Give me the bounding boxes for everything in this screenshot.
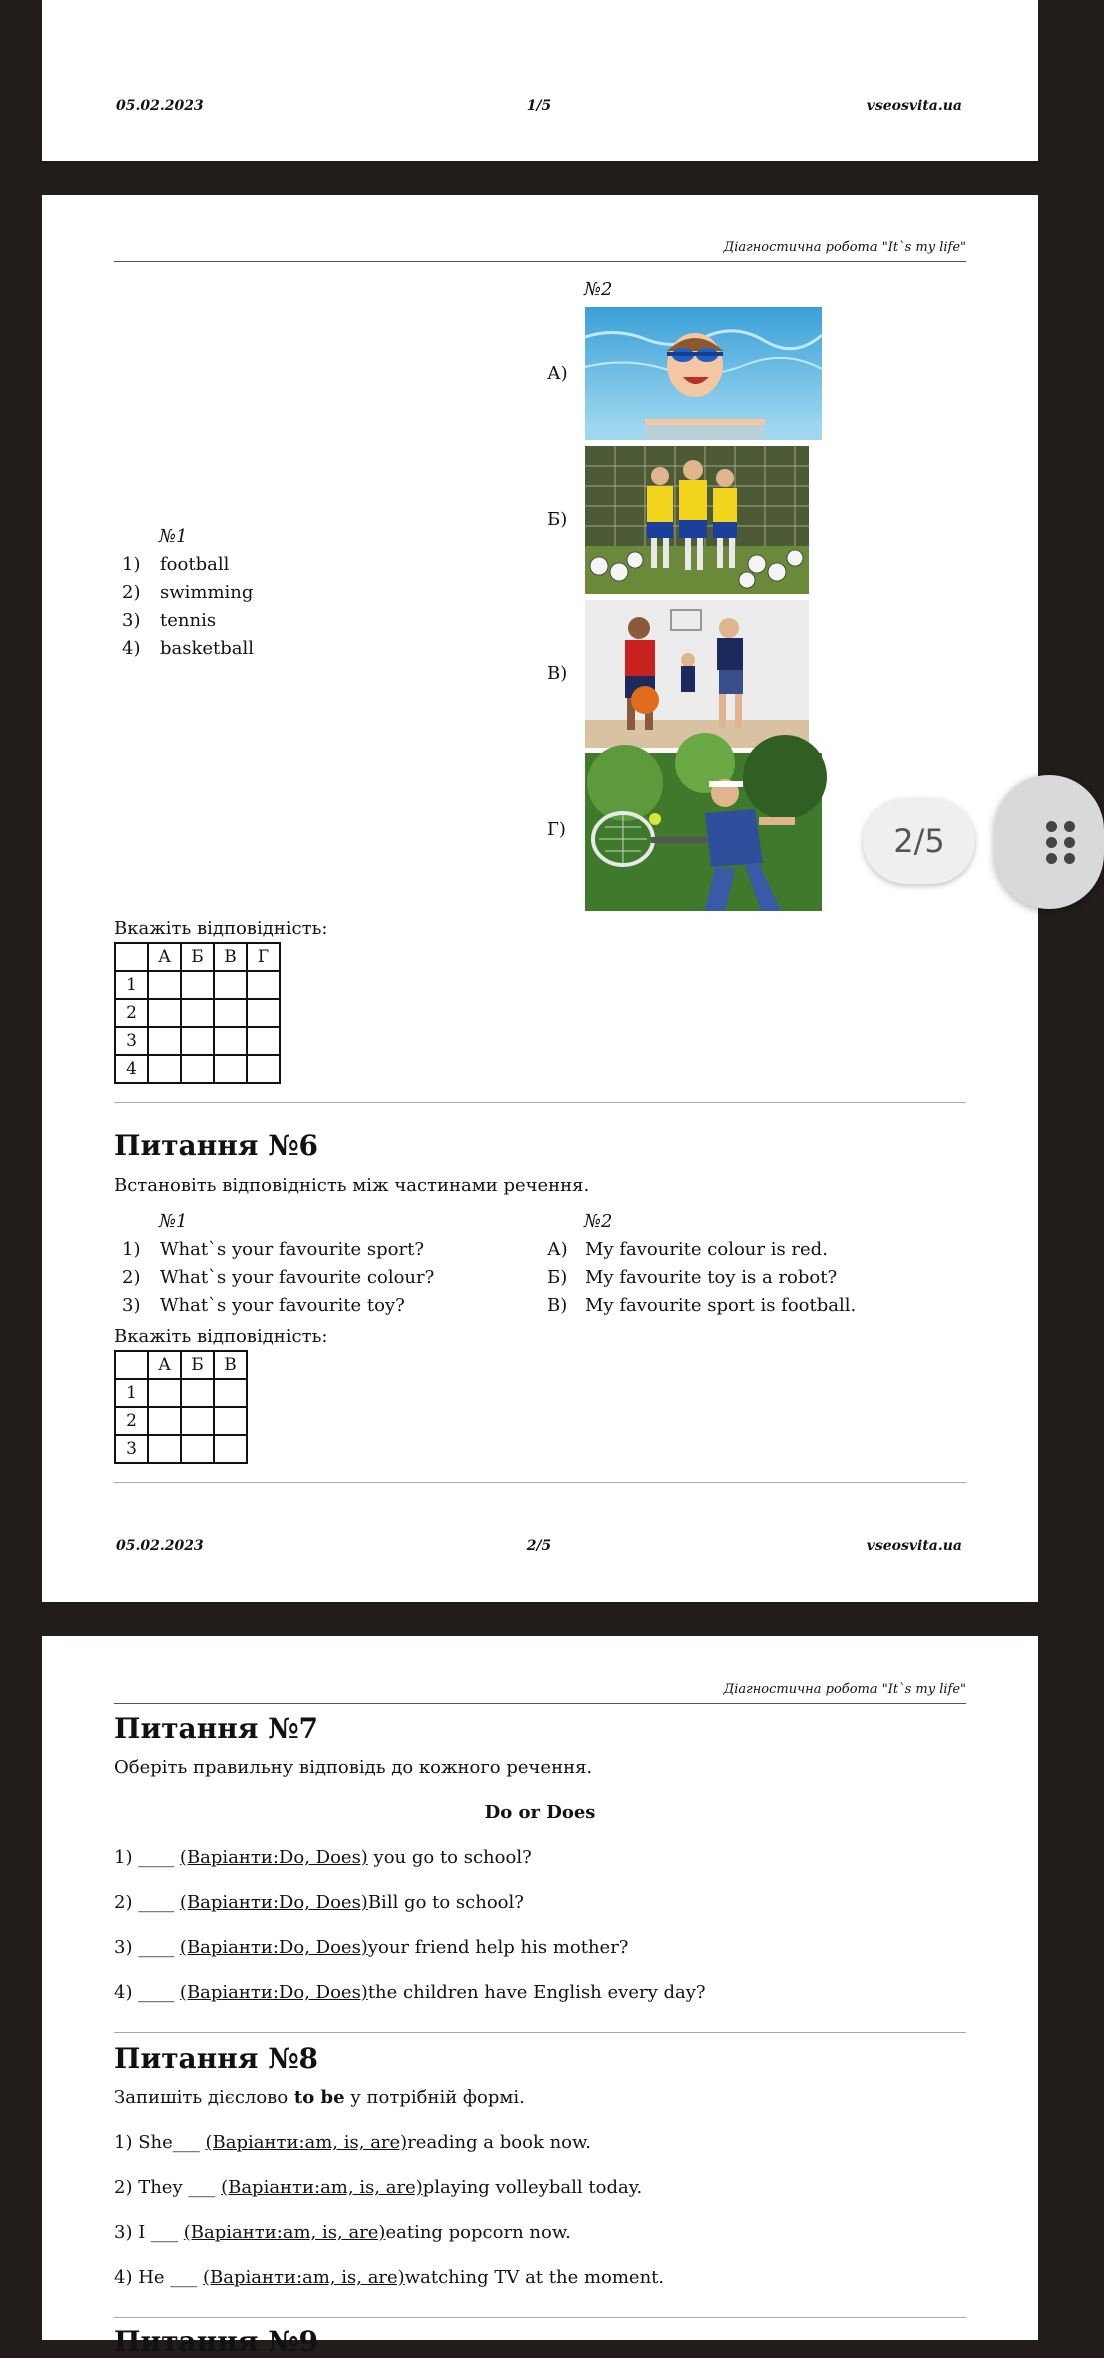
q7-item-2: 2) ____ (Варіанти:Do, Does)Bill go to school?	[114, 1892, 524, 1913]
football-team-photo	[585, 446, 809, 594]
page-footer	[116, 1538, 962, 1554]
list-item: 2) swimming	[122, 582, 254, 603]
image-label-a: А)	[547, 363, 568, 384]
q8-item-3: 3) I ___ (Варіанти:am, is, are)eating popcorn now.	[114, 2222, 571, 2243]
q6-column-1-heading: №1	[159, 1211, 188, 1232]
side-drag-handle[interactable]	[994, 775, 1104, 909]
question-8-instruction: Запишіть дієслово to be у потрібній формі.	[114, 2087, 525, 2108]
question-6-instruction: Встановіть відповідність між частинами речення.	[114, 1175, 590, 1196]
column-2-heading: №2	[584, 279, 613, 300]
q6-column-1-list	[122, 1239, 434, 1323]
list-item: 3) tennis	[122, 610, 217, 631]
footer-date: 05.02.2023	[116, 1538, 204, 1554]
answer-grid-6: А Б В 1 2 3	[114, 1350, 248, 1464]
list-item: 1) What`s your favourite sport?	[122, 1239, 424, 1260]
question-7-title: Питання №7	[114, 1712, 319, 1745]
list-item: 2) What`s your favourite colour?	[122, 1267, 435, 1288]
page-header-title: Діагностична робота "It`s my life"	[114, 1682, 966, 1704]
match-instruction: Вкажіть відповідність:	[114, 918, 328, 939]
q6-column-2-heading: №2	[584, 1211, 613, 1232]
footer-page-number: 1/5	[526, 98, 552, 114]
section-divider	[114, 1482, 966, 1483]
section-divider	[114, 2032, 966, 2033]
footer-site: vseosvita.ua	[866, 1538, 962, 1554]
column-1-list	[122, 554, 254, 666]
list-item: 1) football	[122, 554, 230, 575]
q8-item-2: 2) They ___ (Варіанти:am, is, are)playing volleyball today.	[114, 2177, 643, 2198]
list-item: В) My favourite sport is football.	[547, 1295, 857, 1316]
option-hint: (Варіанти:Do, Does)	[179, 1982, 368, 2003]
tennis-player-photo	[585, 753, 822, 911]
question-6-title: Питання №6	[114, 1129, 319, 1162]
answer-grid-1: А Б В Г 1 2 3 4	[114, 942, 281, 1084]
footer-page-number: 2/5	[526, 1538, 552, 1554]
list-item: А) My favourite colour is red.	[547, 1239, 828, 1260]
q8-item-1: 1) She___ (Варіанти:am, is, are)reading a book now.	[114, 2132, 592, 2153]
option-hint: (Варіанти:am, is, are)	[183, 2222, 386, 2243]
basketball-kids-photo	[585, 600, 809, 748]
question-9-title: Питання №9	[114, 2325, 319, 2358]
page-3	[42, 1636, 1038, 2358]
q7-item-1: 1) ____ (Варіанти:Do, Does) you go to school?	[114, 1847, 532, 1868]
option-hint: (Варіанти:am, is, are)	[205, 2132, 408, 2153]
option-hint: (Варіанти:am, is, are)	[221, 2177, 423, 2198]
image-label-b: Б)	[547, 509, 568, 530]
section-divider	[114, 1102, 966, 1103]
option-hint: (Варіанти:Do, Does)	[179, 1892, 368, 1913]
page-1	[42, 0, 1038, 161]
footer-site: vseosvita.ua	[866, 98, 962, 114]
list-item: Б) My favourite toy is a robot?	[547, 1267, 838, 1288]
section-divider	[114, 2317, 966, 2318]
q8-item-4: 4) He ___ (Варіанти:am, is, are)watching TV at the moment.	[114, 2267, 665, 2288]
q7-item-4: 4) ____ (Варіанти:Do, Does)the children have English every day?	[114, 1982, 706, 2003]
page-header-title: Діагностична робота "It`s my life"	[114, 240, 966, 262]
q7-item-3: 3) ____ (Варіанти:Do, Does)your friend help his mother?	[114, 1937, 629, 1958]
option-hint: (Варіанти:Do, Does)	[179, 1847, 368, 1868]
page-indicator-badge[interactable]: 2/5	[863, 798, 975, 884]
image-label-d: Г)	[547, 819, 566, 840]
question-7-subheading: Do or Does	[484, 1802, 596, 1823]
column-1-heading: №1	[159, 526, 188, 547]
question-7-instruction: Оберіть правильну відповідь до кожного речення.	[114, 1757, 593, 1778]
swimming-boy-photo	[585, 307, 822, 440]
image-label-c: В)	[547, 663, 568, 684]
page-2	[42, 195, 1038, 1602]
list-item: 3) What`s your favourite toy?	[122, 1295, 405, 1316]
footer-date: 05.02.2023	[116, 98, 204, 114]
question-8-title: Питання №8	[114, 2042, 319, 2075]
page-footer	[116, 98, 962, 114]
option-hint: (Варіанти:Do, Does)	[179, 1937, 368, 1958]
option-hint: (Варіанти:am, is, are)	[203, 2267, 405, 2288]
drag-handle-icon	[1046, 821, 1078, 865]
q6-column-2-list	[547, 1239, 856, 1323]
list-item: 4) basketball	[122, 638, 255, 659]
q6-answer-instruction: Вкажіть відповідність:	[114, 1326, 328, 1347]
